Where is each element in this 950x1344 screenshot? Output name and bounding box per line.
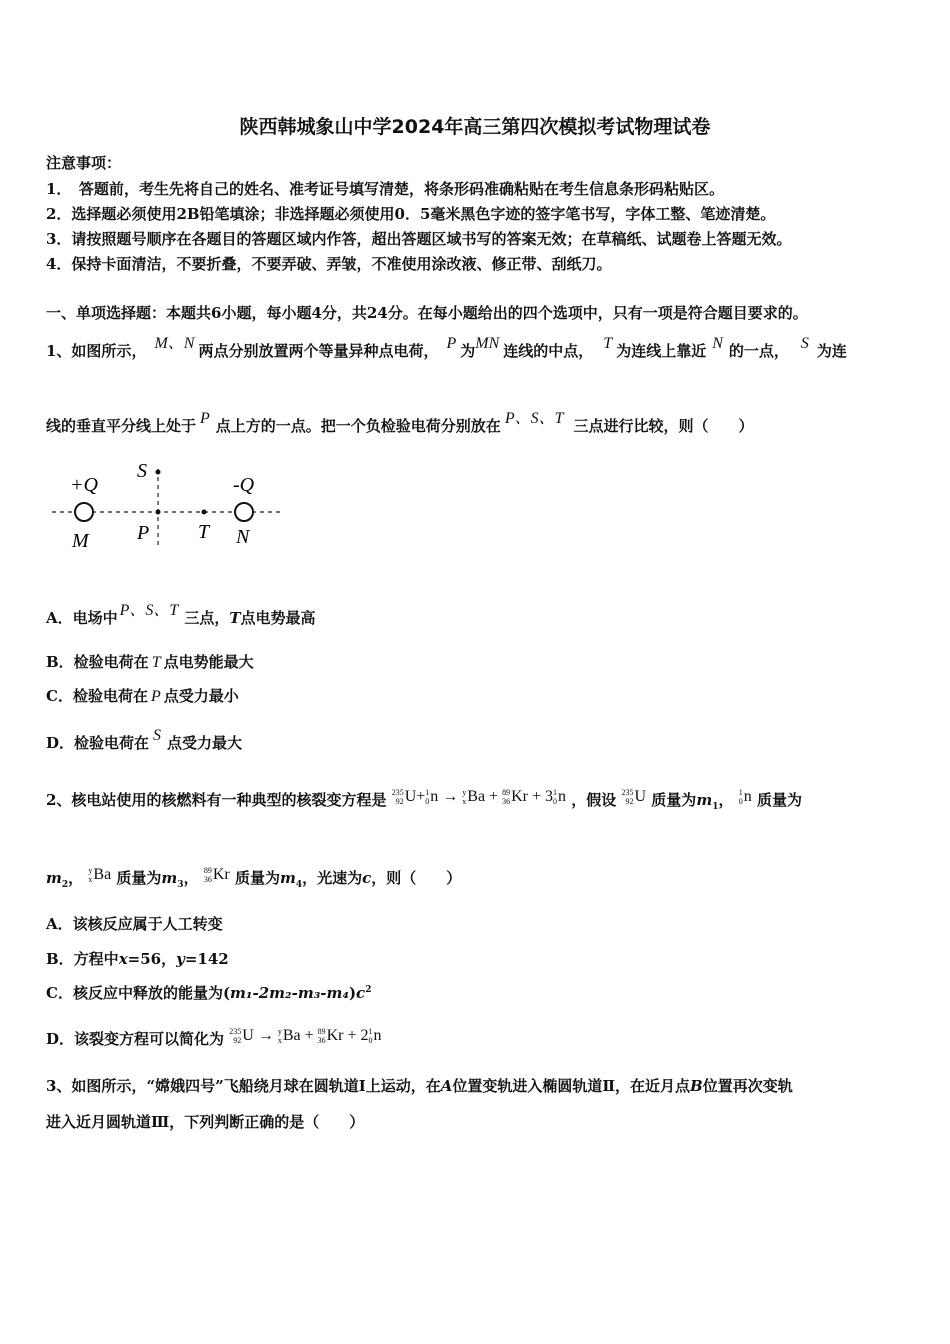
text: A．电场中	[46, 609, 118, 627]
q1-stem-line2	[46, 410, 754, 436]
simplified-equation	[229, 1027, 381, 1045]
position-a: A	[440, 1077, 453, 1095]
atomic-number: 92	[625, 797, 634, 807]
subscript: 4	[295, 880, 303, 890]
text: 点受力最小	[163, 687, 239, 705]
operator: +	[304, 1027, 314, 1044]
mass-var: m	[161, 869, 178, 887]
text: 质量为	[234, 869, 280, 887]
label-p: P	[137, 522, 150, 544]
fission-equation	[392, 788, 566, 806]
mass-var: m	[46, 869, 62, 887]
superscript: 2	[365, 985, 372, 995]
notice-item-1: 1． 答题前，考生先将自己的姓名、准考证号填写清楚，将条形码准确粘贴在考生信息条形码粘贴区。	[46, 180, 724, 198]
arrow: →	[442, 788, 459, 805]
q1-option-d	[46, 727, 243, 753]
notice-item-2: 2．选择题必须使用2B铅笔填涂；非选择题必须使用0．5毫米黑色字迹的签字笔书写，字体工整、笔迹清楚。	[46, 205, 776, 223]
label-s: S	[137, 460, 147, 482]
element: n	[373, 1027, 382, 1044]
text: ，	[718, 791, 734, 809]
text: 2、核电站使用的核燃料有一种典型的核裂变方程是	[46, 791, 387, 809]
element: n	[558, 788, 567, 805]
text: )	[348, 984, 357, 1002]
text: 的一点，	[728, 342, 789, 360]
text: D．检验电荷在	[46, 734, 150, 752]
q1-option-a	[46, 602, 316, 628]
symbol-s: S	[800, 335, 809, 352]
text: 点受力最大	[167, 734, 243, 752]
notice-item-4: 4．保持卡面清洁，不要折叠，不要弄破、弄皱，不准使用涂改液、修正带、刮纸刀。	[46, 255, 612, 273]
symbol-p: P	[200, 410, 210, 427]
neutron	[739, 788, 752, 806]
symbol-mn: M、N	[154, 335, 195, 352]
operator: +	[416, 788, 426, 805]
symbol-p: P	[446, 335, 457, 352]
text: 连线的中点，	[503, 342, 594, 360]
text: 1、如图所示，	[46, 342, 147, 360]
mass-number: y	[462, 788, 467, 798]
atomic-number: 92	[395, 797, 404, 807]
nuclide-script	[88, 866, 92, 884]
element: Ba	[467, 788, 486, 805]
mass-number: 235	[229, 1027, 242, 1037]
q3-stem-line1	[46, 1075, 793, 1096]
barium-nuclide	[88, 866, 111, 884]
subscript: 2	[61, 880, 69, 890]
charges-figure	[48, 455, 288, 555]
text: ，	[68, 869, 84, 887]
mass-number: 89	[317, 1027, 326, 1037]
symbol-n: N	[712, 335, 723, 352]
var-y: y	[176, 950, 185, 968]
charge-n-circle	[235, 503, 253, 521]
var-x: x	[118, 950, 128, 968]
mass-number: y	[277, 1027, 282, 1037]
mass-number: 1	[553, 788, 558, 798]
q2-option-c	[46, 982, 371, 1003]
nuclide-script	[204, 866, 212, 884]
atomic-number: 0	[738, 797, 743, 807]
text: D．该裂变方程可以简化为	[46, 1030, 225, 1048]
element: U	[404, 788, 417, 805]
symbol-s: S	[153, 727, 162, 744]
section-heading: 一、单项选择题：本题共6小题，每小题4分，共24分。在每小题给出的四个选项中，只有一项是符合题目要求的。	[46, 304, 808, 322]
mass-number: 235	[621, 788, 634, 798]
position-b: B	[690, 1077, 703, 1095]
element: Kr	[212, 866, 230, 883]
text: 3、如图所示，“嫦娥四号”飞船绕月球在圆轨道Ⅰ上运动，在	[46, 1077, 441, 1095]
nuclide-script	[462, 788, 466, 806]
text: ，光速为	[302, 869, 363, 887]
element: n	[430, 788, 439, 805]
symbol-t: T	[229, 609, 241, 627]
symbol-pst: P、S、T	[119, 602, 179, 619]
nuclide-script	[553, 788, 557, 806]
atomic-number: 0	[553, 797, 558, 807]
notice-heading: 注意事项：	[46, 154, 122, 172]
page-title: 陕西韩城象山中学2024年高三第四次模拟考试物理试卷	[239, 116, 711, 138]
text: 点电势能最大	[163, 653, 254, 671]
point-p-dot	[156, 510, 161, 515]
mass-number: 235	[391, 788, 404, 798]
nuclide-script	[425, 788, 429, 806]
text: 三点，	[184, 609, 230, 627]
nuclide-script	[502, 788, 510, 806]
text: 两点分别放置两个等量异种点电荷，	[198, 342, 439, 360]
q3-stem-line2: 进入近月圆轨道Ⅲ，下列判断正确的是（ ）	[46, 1113, 365, 1131]
atomic-number: x	[277, 1036, 282, 1046]
label-t: T	[198, 521, 210, 543]
mass-number: 1	[738, 788, 743, 798]
label-minus-q: -Q	[233, 474, 255, 496]
q2-option-d	[46, 1027, 382, 1049]
point-s-dot	[156, 470, 161, 475]
mass-expression: m₁-2m₂-m₃-m₄	[230, 984, 349, 1002]
subscript: 3	[177, 880, 184, 890]
text: 质量为	[116, 869, 162, 887]
q1-stem-line1	[46, 335, 847, 361]
label-m: M	[72, 530, 89, 552]
text: C．核反应中释放的能量为(	[46, 984, 231, 1002]
operator: +	[347, 1027, 357, 1044]
mass-number: y	[88, 866, 93, 876]
element: n	[743, 788, 752, 805]
text: 位置再次变轨	[702, 1077, 793, 1095]
speed-of-light: c	[356, 984, 366, 1002]
speed-of-light: c	[362, 869, 372, 887]
mass-var: m	[696, 791, 713, 809]
atomic-number: 36	[203, 875, 212, 885]
mass-number: 1	[368, 1027, 373, 1037]
nuclide-script	[369, 1027, 373, 1045]
subscript: 1	[712, 802, 719, 812]
nuclide-script	[622, 788, 634, 806]
text: C．检验电荷在	[46, 687, 148, 705]
arrow: →	[257, 1027, 274, 1044]
atomic-number: 92	[233, 1036, 242, 1046]
text: 点上方的一点。把一个负检验电荷分别放在	[215, 417, 501, 435]
text: 点电势最高	[240, 609, 316, 627]
coefficient: 2	[360, 1027, 369, 1044]
text: ，假设	[571, 791, 617, 809]
point-t-dot	[202, 510, 207, 515]
nuclide-script	[739, 788, 743, 806]
symbol-t: T	[603, 335, 613, 352]
text: 三点进行比较，则（ ）	[573, 417, 754, 435]
element: U	[634, 788, 647, 805]
element: U	[242, 1027, 254, 1044]
symbol-pst: P、S、T	[504, 410, 564, 427]
text: 为连线上靠近	[616, 342, 707, 360]
coefficient: 3	[545, 788, 554, 805]
text: ，	[183, 869, 199, 887]
q1-option-c	[46, 685, 239, 706]
text: 线的垂直平分线上处于	[46, 417, 197, 435]
q1-option-b	[46, 651, 254, 672]
symbol-p: P	[150, 688, 161, 705]
element: Kr	[511, 788, 528, 805]
text: =142	[184, 950, 229, 968]
atomic-number: 36	[502, 797, 511, 807]
text: 位置变轨进入椭圆轨道Ⅱ，在近月点	[452, 1077, 691, 1095]
nuclide-script	[318, 1027, 326, 1045]
atomic-number: x	[88, 875, 93, 885]
q2-stem-line1	[46, 788, 802, 812]
operator: +	[489, 788, 499, 805]
text: ，则（ ）	[371, 869, 462, 887]
text: B．检验电荷在	[46, 653, 149, 671]
label-n: N	[236, 526, 250, 548]
q2-stem-line2	[46, 866, 461, 890]
mass-number: 89	[203, 866, 212, 876]
nuclide-script	[392, 788, 404, 806]
text: B．方程中	[46, 950, 119, 968]
operator: +	[531, 788, 542, 805]
atomic-number: 0	[425, 797, 430, 807]
text: 质量为	[651, 791, 697, 809]
krypton-nuclide	[204, 866, 230, 884]
text: =56，	[127, 950, 177, 968]
symbol-t: T	[151, 654, 161, 671]
text: 为连	[816, 342, 847, 360]
nuclide-script	[229, 1027, 241, 1045]
element: Ba	[282, 1027, 301, 1044]
mass-number: 89	[502, 788, 511, 798]
mass-var: m	[279, 869, 296, 887]
q2-option-b	[46, 948, 229, 969]
mass-number: 1	[425, 788, 430, 798]
charge-m-circle	[75, 503, 93, 521]
text: 质量为	[756, 791, 802, 809]
nuclide-script	[278, 1027, 282, 1045]
atomic-number: x	[462, 797, 467, 807]
uranium-nuclide	[622, 788, 647, 806]
atomic-number: 36	[317, 1036, 326, 1046]
text: 为	[460, 342, 476, 360]
q2-option-a: A．该核反应属于人工转变	[46, 915, 223, 933]
symbol-mn: MN	[475, 335, 500, 352]
atomic-number: 0	[368, 1036, 373, 1046]
element: Kr	[326, 1027, 344, 1044]
notice-item-3: 3．请按照题号顺序在各题目的答题区域内作答，超出答题区域书写的答案无效；在草稿纸、试题卷上答题无效。	[46, 230, 792, 248]
label-plus-q: +Q	[70, 474, 98, 496]
element: Ba	[93, 866, 112, 883]
